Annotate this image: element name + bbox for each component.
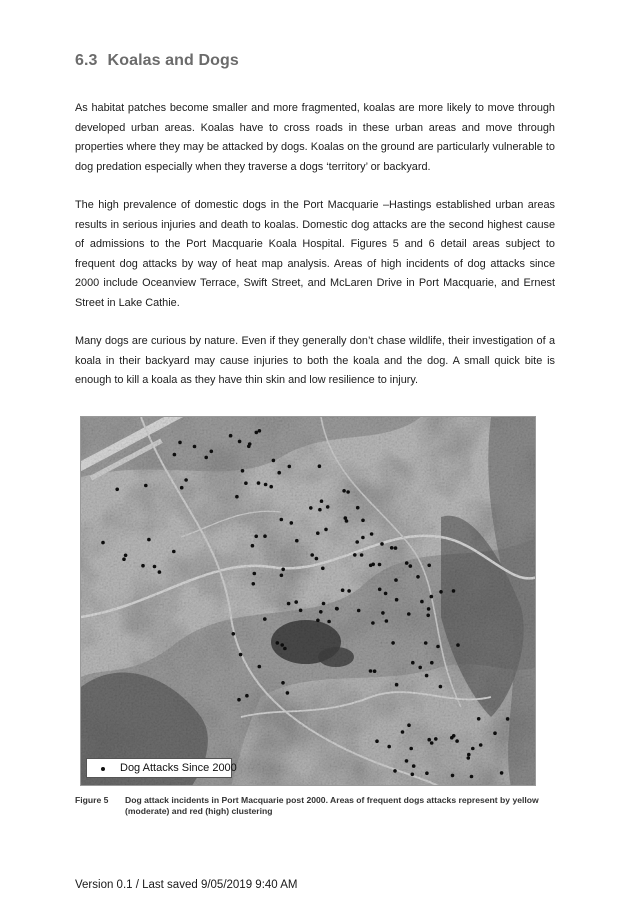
dog-attack-point <box>427 738 431 742</box>
dog-attack-point <box>470 775 474 779</box>
figure-caption-text: Dog attack incidents in Port Macquarie post 2000. Areas of frequent dogs attacks represent by yellow (moderate) and red (high) clustering <box>125 795 539 816</box>
dog-attack-point <box>281 568 285 572</box>
dog-attack-point <box>258 665 262 669</box>
dog-attack-point <box>467 753 471 757</box>
dog-attack-point <box>239 653 243 657</box>
dog-attack-point <box>439 590 443 594</box>
dog-attack-point <box>345 519 349 523</box>
dog-attack-point <box>280 643 284 647</box>
dog-attack-point <box>393 769 397 773</box>
dog-attack-point <box>430 661 434 665</box>
section-number: 6.3 <box>75 52 98 69</box>
dog-attack-point <box>369 669 373 673</box>
legend-label: Dog Attacks Since 2000 <box>120 762 237 774</box>
dog-attack-point <box>310 553 314 557</box>
dog-attack-point <box>390 546 394 550</box>
dog-attack-point <box>427 607 431 611</box>
dog-attack-point <box>253 572 257 576</box>
dog-attack-point <box>316 619 320 623</box>
dog-attack-point <box>493 731 497 735</box>
dog-attack-point <box>360 553 364 557</box>
dog-attack-point <box>193 445 197 449</box>
dog-attack-point <box>309 506 313 510</box>
dog-attack-point <box>430 595 434 599</box>
dog-attack-point <box>424 641 428 645</box>
dog-attack-point <box>387 745 391 749</box>
aerial-map <box>81 417 536 786</box>
dog-attack-point <box>158 570 162 574</box>
dog-attack-point <box>318 464 322 468</box>
dog-attack-point <box>394 578 398 582</box>
dog-attack-point <box>255 431 259 435</box>
dog-attack-point <box>144 484 148 488</box>
dog-attack-point <box>411 773 415 777</box>
dog-attack-point <box>277 471 281 475</box>
dog-attack-point <box>430 741 434 745</box>
dog-attack-point <box>326 505 330 509</box>
dog-attack-point <box>320 499 324 503</box>
dog-attack-point <box>251 544 255 548</box>
dog-attack-point <box>391 641 395 645</box>
dog-attack-point <box>477 717 481 721</box>
dog-attack-point <box>412 764 416 768</box>
dog-attack-point <box>324 528 328 532</box>
map-legend <box>86 758 237 778</box>
dog-attack-point <box>287 602 291 606</box>
figure-caption <box>75 795 555 817</box>
legend-dot-icon <box>101 767 105 771</box>
dog-attack-point <box>407 723 411 727</box>
dog-attack-point <box>456 643 460 647</box>
dog-attack-point <box>467 756 471 760</box>
dog-attack-point <box>371 563 375 567</box>
dog-attack-point <box>500 771 504 775</box>
dog-attack-point <box>355 540 359 544</box>
dog-attack-point <box>370 532 374 536</box>
paragraph-habitat: As habitat patches become smaller and more fragmented, koalas are more likely to move through developed urban areas. Koalas have to cross roads in these urban areas and move through properties where they may be attacked by dogs. Koalas on the ground are particularly vulnerable to dog predation especially when they traverse a dogs ‘territory’ or backyard. <box>75 102 555 173</box>
dog-attack-point <box>269 485 273 489</box>
dog-attack-point <box>471 747 475 751</box>
dog-attack-point <box>322 602 326 606</box>
dog-attack-point <box>346 490 350 494</box>
dog-attack-point <box>452 589 456 593</box>
dog-attack-point <box>380 542 384 546</box>
dog-attack-point <box>378 588 382 592</box>
dog-attack-point <box>384 592 388 596</box>
dog-attack-point <box>281 681 285 685</box>
dog-attack-point <box>252 582 256 586</box>
dog-attack-point <box>172 550 176 554</box>
dog-attack-point <box>122 557 126 561</box>
dog-attack-point <box>280 518 284 522</box>
dog-attack-point <box>411 661 415 665</box>
dog-attack-point <box>356 506 360 510</box>
dog-attack-point <box>315 557 319 561</box>
dog-attack-point <box>373 669 377 673</box>
dog-attack-point <box>263 617 267 621</box>
paragraph-curious-dogs: Many dogs are curious by nature. Even if they generally don’t chase wildlife, their investigation of a koala in their backyard may cause injuries to both the koala and the dog. A small quick bite is enough to kill a koala as they have thin skin and low resilience to injury. <box>75 335 555 387</box>
dog-attack-point <box>378 563 382 567</box>
dog-attack-point <box>409 564 413 568</box>
dog-attack-point <box>353 553 357 557</box>
dog-attack-point <box>178 441 182 445</box>
dog-attack-point <box>295 539 299 543</box>
figure-number: Figure 5 <box>75 795 109 805</box>
dog-attack-point <box>418 666 422 670</box>
dog-attack-point <box>401 730 405 734</box>
dog-attack-point <box>405 561 409 565</box>
dog-attack-point <box>405 759 409 763</box>
dog-attack-point <box>235 495 239 499</box>
dog-attack-point <box>180 486 184 490</box>
dog-attack-point <box>395 683 399 687</box>
dog-attack-point <box>263 534 267 538</box>
section-title: Koalas and Dogs <box>107 52 239 69</box>
dog-attack-point <box>173 453 177 457</box>
dog-attack-point <box>141 564 145 568</box>
dog-attack-point <box>272 459 276 463</box>
dog-attack-point <box>247 445 251 449</box>
dog-attack-point <box>342 489 346 493</box>
dog-attack-point <box>258 429 262 433</box>
dog-attack-point <box>506 717 510 721</box>
dog-attack-point <box>361 519 365 523</box>
dog-attack-point <box>153 565 157 569</box>
dog-attack-point <box>147 538 151 542</box>
dog-attack-point <box>280 574 284 578</box>
dog-attack-point <box>371 621 375 625</box>
dog-attack-point <box>124 554 128 558</box>
dog-attack-point <box>335 607 339 611</box>
dog-attack-point <box>341 588 345 592</box>
paragraph-prevalence: The high prevalence of domestic dogs in the Port Macquarie –Hastings established urban areas results in serious injuries and death to koalas. Domestic dog attacks are the second highest cause of admissions to the Port Macquarie Koala Hospital. Figures 5 and 6 detail areas subject to frequent dog attacks by way of heat map analysis. Areas of high incidents of dog attacks since 2000 include Oceanview Terrace, Swift Street, and McLaren Drive in Port Macquarie, and Ernest Street in Lake Cathie. <box>75 199 555 309</box>
dog-attack-point <box>361 536 365 540</box>
aerial-map-figure <box>80 416 536 786</box>
dog-attack-point <box>409 747 413 751</box>
dog-attack-point <box>101 541 105 545</box>
dog-attack-point <box>427 564 431 568</box>
dog-attack-point <box>357 609 361 613</box>
dog-attack-point <box>283 647 287 651</box>
dog-attack-point <box>257 481 261 485</box>
dog-attack-point <box>452 734 456 738</box>
dog-attack-point <box>319 610 323 614</box>
dog-attack-point <box>232 632 236 636</box>
dog-attack-point <box>395 598 399 602</box>
dog-attack-point <box>420 600 424 604</box>
dog-attack-point <box>210 450 214 454</box>
dog-attack-point <box>184 478 188 482</box>
dog-attack-point <box>294 600 298 604</box>
dog-attack-point <box>238 440 242 444</box>
dog-attack-point <box>394 546 398 550</box>
dog-attack-point <box>347 589 351 593</box>
dog-attack-point <box>425 674 429 678</box>
dog-attack-point <box>327 620 331 624</box>
dog-attack-point <box>479 743 483 747</box>
dog-attack-point <box>290 521 294 525</box>
dog-attack-point <box>254 535 258 539</box>
dog-attack-point <box>385 619 389 623</box>
dog-attack-point <box>241 469 245 473</box>
dog-attack-point <box>439 685 443 689</box>
section-heading <box>75 52 239 70</box>
dog-attack-point <box>425 771 429 775</box>
dog-attack-point <box>244 481 248 485</box>
dog-attack-point <box>115 488 119 492</box>
dog-attack-point <box>436 645 440 649</box>
dog-attack-point <box>288 465 292 469</box>
dog-attack-point <box>237 698 241 702</box>
dog-attack-point <box>426 614 430 618</box>
dog-attack-point <box>286 691 290 695</box>
dog-attack-point <box>375 739 379 743</box>
dog-attack-point <box>318 508 322 512</box>
dog-attack-point <box>245 694 249 698</box>
dog-attack-point <box>229 434 233 438</box>
dog-attack-point <box>407 612 411 616</box>
dog-attack-point <box>451 774 455 778</box>
dog-attack-point <box>321 567 325 571</box>
dog-attack-point <box>455 739 459 743</box>
dog-attack-point <box>299 609 303 613</box>
dog-attack-point <box>381 611 385 615</box>
version-footer: Version 0.1 / Last saved 9/05/2019 9:40 AM <box>75 879 298 891</box>
dog-attack-point <box>434 737 438 741</box>
dog-attack-point <box>316 531 320 535</box>
dog-attack-point <box>204 456 208 460</box>
dog-attack-point <box>276 641 280 645</box>
dog-attack-point <box>264 483 268 487</box>
dog-attack-point <box>416 575 420 579</box>
